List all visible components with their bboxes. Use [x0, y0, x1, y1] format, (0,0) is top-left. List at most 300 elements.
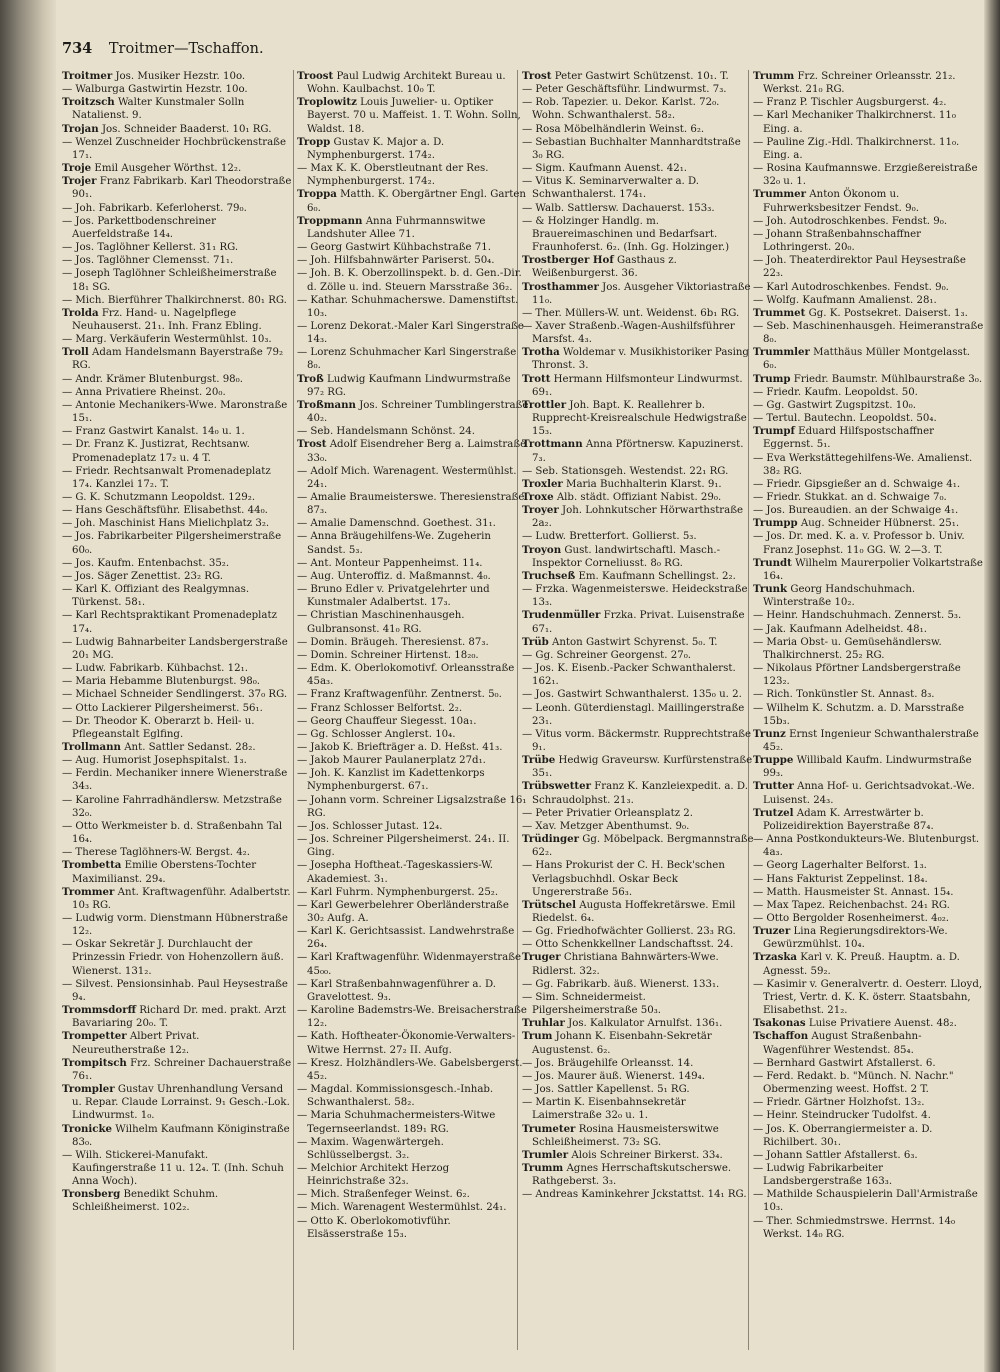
- entry-details: Matth. K. Obergärtner Engl. Garten 6₀.: [307, 189, 526, 214]
- entry-details: — Melchior Architekt Herzog Heinrichstraße 32₃.: [297, 1162, 450, 1188]
- directory-entry: [297, 346, 529, 372]
- entry-surname: Tschaffon: [753, 1030, 809, 1043]
- directory-entry: [753, 1123, 985, 1149]
- entry-details: — Therese Taglöhners-W. Bergst. 4₂.: [62, 847, 251, 859]
- directory-entry: [297, 162, 529, 188]
- directory-entry: [753, 530, 985, 556]
- directory-entry: [62, 254, 294, 267]
- entry-surname: Troplowitz: [297, 96, 357, 109]
- directory-entry: [297, 1057, 529, 1083]
- directory-entry: [753, 754, 985, 780]
- entry-details: — Karl Straßenbahnwagenführer a. D. Gravelottest. 9₃.: [297, 978, 497, 1003]
- directory-entry: [62, 859, 294, 885]
- entry-details: — Jos. Bureaudien. an der Schwaige 4₁.: [753, 505, 959, 517]
- directory-entry: [297, 465, 529, 491]
- entry-details: — Friedr. Gipsgießer an d. Schwaige 4₁.: [753, 478, 961, 490]
- entry-details: — Frzka. Wagenmeisterswe. Heideckstraße 13₃.: [522, 584, 748, 609]
- entry-details: — Rob. Tapezier. u. Dekor. Karlst. 72₀. Wohn. Schwanthalerst. 58₂.: [522, 97, 720, 122]
- entry-surname: Trüdinger: [522, 833, 579, 846]
- entry-details: — Pauline Zig.-Hdl. Thalkirchnerst. 11₀. Eing. a.: [753, 136, 960, 161]
- entry-details: — Josepha Hoftheat.-Tageskassiers-W. Akademiest. 3₁.: [297, 860, 494, 885]
- entry-details: — Oskar Sekretär J. Durchlaucht der Prinzessin Friedr. von Hohenzollern äuß. Wienerst. 131₂.: [62, 939, 284, 977]
- directory-entry: [522, 754, 754, 780]
- directory-entry: [62, 96, 294, 122]
- directory-entry: [522, 438, 754, 464]
- entry-details: — Walb. Sattlersw. Dachauerst. 153₃.: [522, 202, 715, 214]
- directory-entry: [753, 188, 985, 214]
- directory-entry: [297, 491, 529, 517]
- entry-details: — Kathar. Schuhmacherswe. Damenstiftst. 10₃.: [297, 294, 519, 319]
- directory-entry: [297, 715, 529, 728]
- directory-entry: [522, 1096, 754, 1122]
- entry-details: — Gg. Schlosser Anglerst. 10₄.: [297, 728, 456, 740]
- entry-details: — Max K. K. Oberstleutnant der Res. Nymphenburgerst. 174₂.: [297, 163, 489, 188]
- entry-details: — Joh. B. K. Oberzollinspekt. b. d. Gen.-Dir. d. Zölle u. ind. Steuern Marsstraße 36₂.: [297, 268, 522, 293]
- directory-entry: [522, 780, 754, 806]
- entry-details: — Sebastian Buchhalter Mannhardtstraße 3₀ RG.: [522, 136, 741, 161]
- directory-entry: [753, 925, 985, 951]
- entry-details: — Anna Bräugehilfens-We. Zugeherin Sandst. 5₃.: [297, 531, 491, 556]
- entry-details: — Mich. Warenagent Westermühlst. 24₁.: [297, 1202, 507, 1214]
- entry-details: — Wilhelm K. Schutzm. a. D. Marsstraße 15b₃.: [753, 702, 965, 727]
- entry-surname: Trosthammer: [522, 280, 599, 293]
- directory-entry: [62, 820, 294, 846]
- entry-details: — Franz Schlosser Belfortst. 2₂.: [297, 702, 463, 714]
- directory-entry: [753, 136, 985, 162]
- entry-details: — Ludw. Bretterfort. Gollierst. 5₃.: [522, 531, 697, 543]
- entry-details: Alois Schreiner Birkerst. 33₄.: [571, 1149, 723, 1161]
- entry-details: — Otto Lackierer Pilgersheimerst. 56₁.: [62, 702, 263, 714]
- directory-entry: [522, 346, 754, 372]
- entry-surname: Trombetta: [62, 859, 122, 872]
- directory-entry: [753, 899, 985, 912]
- entry-details: Joh. Bapt. K. Reallehrer b. Rupprecht-Kreisrealschule Hedwigstraße 15₃.: [532, 399, 747, 438]
- directory-entry: [753, 320, 985, 346]
- directory-entry: [297, 215, 529, 241]
- entry-details: — Otto Schenkkellner Landschaftsst. 24.: [522, 939, 734, 951]
- entry-surname: Trostberger Hof: [522, 254, 614, 267]
- directory-entry: [753, 583, 985, 609]
- entry-surname: Trum: [522, 1030, 553, 1043]
- directory-entry: [522, 1123, 754, 1149]
- entry-details: — Jos. K. Oberrangiermeister a. D. Richilbert. 30₁.: [753, 1123, 933, 1148]
- entry-details: Paul Ludwig Architekt Bureau u. Wohn. Kaulbachst. 10₀ T.: [307, 71, 506, 96]
- entry-details: — Hans Fakturist Zeppelinst. 18₄.: [753, 873, 928, 885]
- directory-entry: [753, 978, 985, 1017]
- entry-details: — Eva Werkstättegehilfens-We. Amalienst. 38₂ RG.: [753, 452, 973, 477]
- directory-entry: [522, 807, 754, 820]
- entry-details: Ludwig Kaufmann Lindwurmstraße 97₂ RG.: [307, 373, 511, 398]
- directory-entry: [522, 281, 754, 307]
- directory-entry: [753, 452, 985, 478]
- directory-entry: [62, 294, 294, 307]
- directory-entry: [297, 136, 529, 162]
- entry-details: — Sigm. Kaufmann Auenst. 42₁.: [522, 163, 688, 175]
- entry-details: Aug. Schneider Hübnerst. 25₁.: [800, 518, 960, 530]
- entry-details: — Karl Rechtspraktikant Promenadeplatz 17₄.: [62, 610, 277, 635]
- directory-entry: [522, 636, 754, 649]
- entry-surname: Truhlar: [522, 1017, 565, 1030]
- entry-details: — Wenzel Zuschneider Hochbrückenstraße 17₁.: [62, 136, 286, 161]
- entry-details: — Jakob Maurer Paulanerplatz 27d₁.: [297, 755, 486, 767]
- entry-details: — Ludwig Bahnarbeiter Landsbergerstraße 20₁ MG.: [62, 636, 288, 661]
- directory-entry: [753, 623, 985, 636]
- entry-details: — Gg. Gastwirt Zugspitzst. 10₀.: [753, 399, 916, 411]
- entry-surname: Trummet: [753, 306, 806, 319]
- entry-surname: Trojer: [62, 175, 97, 188]
- entry-surname: Tronsberg: [62, 1188, 121, 1201]
- directory-entry: [522, 1149, 754, 1162]
- directory-entry: [522, 938, 754, 951]
- entry-details: Emil Ausgeher Wörthst. 12₂.: [94, 163, 242, 175]
- entry-surname: Trotha: [522, 346, 560, 359]
- directory-entry: [297, 399, 529, 425]
- directory-entry: [753, 162, 985, 188]
- directory-entry: [753, 307, 985, 320]
- directory-entry: [753, 1149, 985, 1162]
- directory-entry: [297, 254, 529, 267]
- directory-entry: [62, 1083, 294, 1122]
- entry-details: Adam K. Arrestwärter b. Polizeidirektion Bayerstraße 87₄.: [763, 807, 934, 832]
- directory-entry: [62, 978, 294, 1004]
- entry-details: — G. K. Schutzmann Leopoldst. 129₂.: [62, 492, 256, 503]
- entry-details: — Maria Schuhmachermeisters-Witwe Tegernseerlandst. 189₁ RG.: [297, 1110, 496, 1135]
- entry-details: Gg. Möbelpack. Bergmannstraße 62₂.: [532, 834, 754, 859]
- directory-entry: [753, 873, 985, 886]
- entry-details: Frz. Hand- u. Nagelpflege Neuhauserst. 21₁. Inh. Franz Ebling.: [72, 307, 262, 332]
- directory-entry: [297, 1162, 529, 1188]
- directory-entry: [522, 662, 754, 688]
- entry-details: — Johann vorm. Schreiner Ligsalzstraße 16₁ RG.: [297, 794, 527, 819]
- directory-entry: [297, 530, 529, 556]
- directory-entry: [522, 688, 754, 701]
- entry-details: — Hans Prokurist der C. H. Beck'schen Verlagsbuchhdl. Oskar Beck Ungererstraße 56₃.: [522, 860, 725, 898]
- book-spine-shadow: [0, 0, 56, 1372]
- entry-surname: Truzer: [753, 925, 791, 938]
- entry-details: Karl v. K. Preuß. Hauptm. a. D. Agnesst. 59₂.: [763, 952, 960, 977]
- entry-details: — Karl K. Offiziant des Realgymnas. Türkenst. 58₁.: [62, 584, 250, 609]
- entry-details: — Aug. Unteroffiz. d. Maßmannst. 4₀.: [297, 570, 491, 582]
- entry-details: — Jakob K. Briefträger a. D. Heßst. 41₃.: [297, 741, 503, 753]
- directory-entry: [753, 399, 985, 412]
- entry-details: — Gg. Friedhofwächter Gollierst. 23₃ RG.: [522, 926, 736, 938]
- entry-details: Agnes Herrschaftskutscherswe. Rathgeberst. 3₃.: [532, 1162, 732, 1188]
- directory-entry: [62, 373, 294, 386]
- entry-details: — Kasimir v. Generalvertr. d. Oesterr. Lloyd, Triest, Vertr. d. K. K. österr. Staatsbahn, Elisabethst. 21₂.: [753, 978, 983, 1017]
- directory-entry: [62, 438, 294, 464]
- entry-details: — Andr. Krämer Blutenburgst. 98₀.: [62, 373, 243, 385]
- entry-details: — Rich. Tonkünstler St. Annast. 8₃.: [753, 689, 935, 701]
- directory-entry: [753, 912, 985, 925]
- entry-details: Jos. Kalkulator Arnulfst. 136₁.: [568, 1018, 723, 1030]
- directory-entry: [62, 491, 294, 504]
- directory-entry: [522, 1083, 754, 1096]
- entry-details: — Peter Geschäftsführ. Lindwurmst. 7₃.: [522, 84, 727, 96]
- entry-details: — Rosina Kaufmannswe. Erzgießereistraße 32₀ u. 1.: [753, 163, 978, 188]
- entry-details: — Jos. Bräugehilfe Orleansst. 14.: [522, 1057, 694, 1069]
- entry-surname: Trott: [522, 372, 551, 385]
- directory-entry: [297, 820, 529, 833]
- entry-details: Eduard Hilfspostschaffner Eggernst. 5₁.: [763, 426, 935, 451]
- entry-details: Gust. landwirtschaftl. Masch.-Inspektor Corneliusst. 8₀ RG.: [532, 544, 721, 569]
- entry-surname: Trunz: [753, 727, 786, 740]
- directory-entry: [62, 583, 294, 609]
- entry-details: Friedr. Baumstr. Mühlbaurstraße 3₀.: [793, 373, 983, 385]
- entry-surname: Trojan: [62, 122, 99, 135]
- entry-details: — Sim. Schneidermeist. Pilgersheimerstraße 50₃.: [522, 991, 662, 1017]
- directory-entry: [522, 1188, 754, 1201]
- entry-details: Ernst Ingenieur Schwanthalerstraße 45₂.: [763, 728, 979, 753]
- entry-details: Wilhelm Maurerpolier Volkartstraße 16₄.: [763, 557, 983, 582]
- entry-details: — Jos. Taglöhner Clemensst. 71₁.: [62, 255, 234, 267]
- entry-details: — Friedr. Gärtner Holzhofst. 13₂.: [753, 1097, 925, 1109]
- directory-entry: [62, 267, 294, 293]
- directory-entry: [753, 780, 985, 806]
- directory-entry: [62, 162, 294, 175]
- entry-details: Gg. K. Postsekret. Daiserst. 1₃.: [808, 307, 968, 319]
- entry-surname: Troßmann: [297, 398, 356, 411]
- directory-entry: [522, 254, 754, 280]
- entry-surname: Trudenmüller: [522, 609, 601, 622]
- entry-surname: Trutzel: [753, 806, 794, 819]
- entry-details: — Johann Straßenbahnschaffner Lothringerst. 20₀.: [753, 228, 922, 254]
- entry-details: Benedikt Schuhm. Schleißheimerst. 102₂.: [72, 1189, 219, 1214]
- entry-details: — Seb. Maschinenhausgeh. Heimeranstraße 8₀.: [753, 320, 984, 346]
- entry-surname: Truger: [522, 951, 561, 964]
- directory-entry: [297, 438, 529, 464]
- entry-surname: Trommsdorff: [62, 1004, 136, 1017]
- entry-details: Maria Buchhalterin Klarst. 9₁.: [566, 478, 722, 490]
- entry-details: — Karl Kraftwagenführ. Widenmayerstraße 45₀₀.: [297, 952, 522, 977]
- directory-entry: [522, 1070, 754, 1083]
- directory-entry: [522, 728, 754, 754]
- directory-entry: [522, 702, 754, 728]
- entry-details: Adam Handelsmann Bayerstraße 79₂ RG.: [72, 347, 284, 372]
- entry-surname: Trunk: [753, 583, 788, 596]
- directory-entry: [753, 1109, 985, 1122]
- directory-entry: [522, 478, 754, 491]
- directory-entry: [62, 754, 294, 767]
- entry-details: Emilie Oberstens-Tochter Maximilianst. 29₄.: [72, 860, 257, 885]
- directory-entry: [753, 96, 985, 109]
- entry-details: — Edm. K. Oberlokomotivf. Orleansstraße 45a₃.: [297, 663, 515, 688]
- entry-surname: Tropp: [297, 135, 331, 148]
- directory-entry: [297, 188, 529, 214]
- directory-entry: [522, 96, 754, 122]
- directory-entry: [753, 1215, 985, 1241]
- entry-details: — Silvest. Pensionsinhab. Paul Heysestraße 9₄.: [62, 978, 288, 1003]
- running-title: Troitmer—Tschaffon.: [108, 41, 264, 57]
- directory-entry: [753, 254, 985, 280]
- entry-details: — Xav. Metzger Abenthumst. 9₀.: [522, 820, 690, 832]
- entry-surname: Trütschel: [522, 898, 577, 911]
- entry-details: — Ludwig vorm. Dienstmann Hübnerstraße 12₂.: [62, 913, 288, 938]
- page-header: [62, 40, 462, 57]
- entry-surname: Troxler: [522, 477, 563, 490]
- directory-entry: [297, 517, 529, 530]
- entry-details: — Jos. Schlosser Jutast. 12₄.: [297, 820, 443, 832]
- directory-entry: [753, 1017, 985, 1030]
- directory-entry: [522, 649, 754, 662]
- directory-entry: [522, 1162, 754, 1188]
- directory-entry: [753, 1096, 985, 1109]
- directory-entry: [522, 978, 754, 991]
- directory-entry: [522, 123, 754, 136]
- entry-details: — Domin. Schreiner Hirtenst. 18₂₀.: [297, 649, 479, 661]
- entry-details: Anna Hof- u. Gerichtsadvokat.-We. Luisenst. 24₃.: [763, 781, 975, 806]
- directory-entry: [297, 951, 529, 977]
- entry-surname: Trzaska: [753, 951, 797, 964]
- entry-details: — Karoline Bademstrs-We. Breisacherstraße 12₂.: [297, 1005, 527, 1030]
- entry-details: Anton Gastwirt Schyrenst. 5₀. T.: [552, 636, 718, 648]
- entry-details: Frz. Schreiner Dachauerstraße 76₁.: [72, 1057, 292, 1082]
- entry-surname: Trumm: [753, 70, 795, 82]
- entry-surname: Troxe: [522, 491, 554, 503]
- directory-entry: [753, 886, 985, 899]
- entry-details: — Mich. Straßenfeger Weinst. 6₂.: [297, 1189, 470, 1201]
- directory-entry: [62, 425, 294, 438]
- directory-entry: [753, 807, 985, 833]
- directory-entry: [62, 702, 294, 715]
- directory-entry: [753, 504, 985, 517]
- directory-entry: [297, 96, 529, 135]
- entry-details: — Martin K. Eisenbahnsekretär Laimerstraße 32₀ u. 1.: [522, 1097, 686, 1122]
- entry-details: — Joh. Autodroschkenbes. Fendst. 9₀.: [753, 215, 948, 227]
- entry-details: Hermann Hilfsmonteur Lindwurmst. 69₁.: [532, 373, 743, 398]
- directory-entry: [522, 1030, 754, 1056]
- entry-surname: Tsakonas: [753, 1017, 806, 1030]
- entry-details: — Christian Maschinenhausgeh. Gulbransonst. 41₀ RG.: [297, 610, 465, 635]
- directory-entry: [62, 794, 294, 820]
- entry-details: — Matth. Hausmeister St. Annast. 15₄.: [753, 886, 954, 898]
- directory-entry: [297, 1188, 529, 1201]
- entry-details: Gustav K. Major a. D. Nymphenburgerst. 174₂.: [307, 136, 445, 161]
- entry-details: Em. Kaufmann Schellingst. 2₂.: [578, 570, 736, 582]
- entry-details: — Georg Lagerhalter Belforst. 1₃.: [753, 860, 927, 872]
- directory-entry: [62, 741, 294, 754]
- entry-details: — Joseph Taglöhner Schleißheimerstraße 18₁ SG.: [62, 268, 277, 293]
- entry-details: Anna Pförtnersw. Kapuzinerst. 7₃.: [532, 439, 744, 464]
- directory-entry: [522, 83, 754, 96]
- entry-details: Wilhelm Kaufmann Königinstraße 83₀.: [72, 1123, 290, 1148]
- entry-details: — Georg Chauffeur Siegesst. 10a₁.: [297, 715, 477, 727]
- entry-details: — Jos. Kaufm. Entenbachst. 35₂.: [62, 557, 230, 569]
- directory-entry: [753, 636, 985, 662]
- directory-entry: [297, 425, 529, 438]
- entry-surname: Trumler: [522, 1148, 569, 1161]
- directory-entry: [62, 675, 294, 688]
- directory-entry: [753, 346, 985, 372]
- directory-entry: [297, 741, 529, 754]
- entry-details: Jos. Ausgeher Viktoriastraße 11₀.: [532, 281, 751, 306]
- entry-details: — Jos. Parkettbodenschreiner Auerfeldstraße 14₄.: [62, 215, 216, 240]
- directory-entry: [297, 886, 529, 899]
- entry-details: — Karoline Fahrradhändlersw. Metzstraße 32₀.: [62, 794, 282, 819]
- directory-entry: [62, 241, 294, 254]
- directory-entry: [753, 833, 985, 859]
- directory-entry: [62, 333, 294, 346]
- directory-entry: [62, 1123, 294, 1149]
- entry-surname: Troitzsch: [62, 96, 115, 109]
- directory-entry: [522, 530, 754, 543]
- entry-details: — Ther. Schmiedmstrswe. Herrnst. 14₀ Werkst. 14₀ RG.: [753, 1215, 956, 1240]
- directory-entry: [62, 202, 294, 215]
- directory-entry: [62, 636, 294, 662]
- directory-entry: [753, 609, 985, 622]
- entry-details: Jos. Schreiner Tumblingerstraße 40₂.: [307, 399, 529, 425]
- directory-entry: [522, 820, 754, 833]
- entry-details: — Jos. Gastwirt Schwanthalerst. 135₀ u. 2.: [522, 689, 742, 701]
- entry-details: — Max Tapez. Reichenbachst. 24₁ RG.: [753, 899, 950, 911]
- directory-entry: [753, 109, 985, 135]
- directory-entry: [297, 767, 529, 793]
- entry-details: — Jos. K. Eisenb.-Packer Schwanthalerst. 162₁.: [522, 663, 736, 688]
- directory-entry: [62, 609, 294, 635]
- directory-entry: [297, 1004, 529, 1030]
- entry-details: Alb. städt. Offiziant Nabist. 29₀.: [556, 492, 722, 503]
- entry-surname: Trollmann: [62, 740, 121, 753]
- entry-details: — Otto Werkmeister b. d. Straßenbahn Tal 16₄.: [62, 820, 283, 846]
- entry-details: — Jos. Maurer äuß. Wienerst. 149₄.: [522, 1070, 705, 1082]
- entry-surname: Trumpp: [753, 517, 798, 530]
- directory-entry: [522, 202, 754, 215]
- directory-entry: [522, 925, 754, 938]
- entry-details: — Mich. Bierführer Thalkirchnerst. 80₁ RG.: [62, 294, 287, 306]
- directory-entry: [753, 1162, 985, 1188]
- entry-surname: Trost: [522, 70, 552, 82]
- entry-surname: Troll: [62, 346, 89, 359]
- entry-surname: Trompetter: [62, 1030, 127, 1043]
- entry-details: — Antonie Mechanikers-Wwe. Maronstraße 15₁.: [62, 399, 288, 425]
- directory-entry: [522, 570, 754, 583]
- entry-details: — Vitus K. Seminarverwalter a. D. Schwanthalerst. 174₁.: [522, 176, 700, 201]
- directory-column-1: [62, 70, 294, 1360]
- entry-details: Albert Privat. Neureutherstraße 12₂.: [72, 1031, 200, 1056]
- entry-details: — Dr. Franz K. Justizrat, Rechtsanw. Promenadeplatz 17₂ u. 4 T.: [62, 439, 250, 464]
- directory-entry: [522, 307, 754, 320]
- directory-entry: [297, 267, 529, 293]
- entry-details: — Ferdin. Mechaniker innere Wienerstraße 34₃.: [62, 768, 288, 793]
- directory-entry: [297, 320, 529, 346]
- entry-details: Franz Fabrikarb. Karl Theodorstraße 90₁.: [72, 176, 292, 201]
- page-number: 734: [62, 40, 93, 57]
- entry-details: — Wolfg. Kaufmann Amalienst. 28₁.: [753, 294, 937, 306]
- directory-entry: [753, 1057, 985, 1070]
- directory-entry: [522, 1057, 754, 1070]
- entry-surname: Trost: [297, 438, 327, 451]
- directory-entry: [62, 504, 294, 517]
- entry-surname: Trompler: [62, 1083, 115, 1096]
- directory-entry: [753, 491, 985, 504]
- entry-details: Louis Juwelier- u. Optiker Bayerst. 70 u. Maffeist. 1. T. Wohn. Solln, Waldst. 18.: [307, 97, 521, 135]
- entry-details: — Ludw. Fabrikarb. Kühbachst. 12₁.: [62, 663, 248, 675]
- directory-entry: [297, 1201, 529, 1214]
- directory-entry: [62, 307, 294, 333]
- directory-entry: [753, 70, 985, 96]
- entry-details: — Heinr. Steindrucker Tudolfst. 4.: [753, 1110, 931, 1122]
- entry-details: — Jos. Taglöhner Kellerst. 31₁ RG.: [62, 242, 239, 254]
- entry-surname: Troyer: [522, 504, 559, 517]
- directory-entry: [297, 557, 529, 570]
- directory-entry: [753, 859, 985, 872]
- directory-entry: [62, 846, 294, 859]
- entry-details: Gustav Uhrenhandlung Versand u. Repar. Claude Lorrainst. 9₁ Gesch.-Lok. Lindwurmst. 1₀.: [72, 1084, 290, 1122]
- entry-details: — Bernhard Gastwirt Afstallerst. 6.: [753, 1057, 936, 1069]
- entry-details: Lina Regierungsdirektors-We. Gewürzmühlst. 10₄.: [763, 926, 948, 951]
- directory-entry: [522, 373, 754, 399]
- entry-surname: Trübswetter: [522, 780, 591, 793]
- directory-entry: [522, 465, 754, 478]
